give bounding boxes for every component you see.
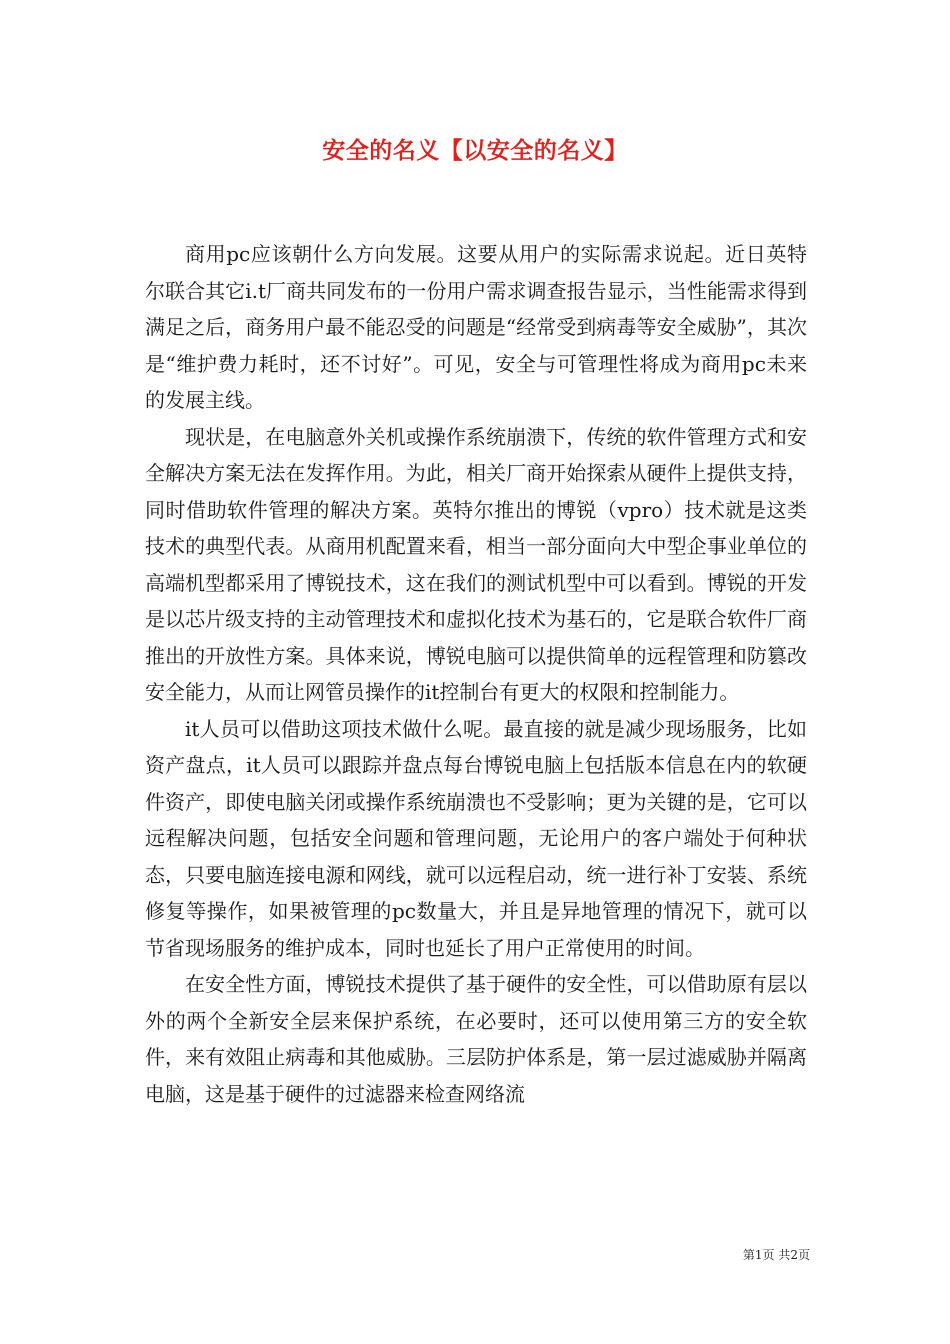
page-number: 第1页 共2页 — [742, 1248, 810, 1262]
paragraph-1: 商用pc应该朝什么方向发展。这要从用户的实际需求说起。近日英特尔联合其它i.t厂商共同发布的一份用户需求调查报告显示，当性能需求得到满足之后，商务用户最不能忍受的问题是“经常受到病毒等安全威胁”，其次是“维护费力耗时，还不讨好”。可见，安全与可管理性将成为商用pc未来的发展主线。 — [145, 242, 807, 412]
document-body — [145, 236, 807, 1112]
paragraph-3: it人员可以借助这项技术做什么呢。最直接的就是减少现场服务，比如资产盘点，it人员可以跟踪并盘点每台博锐电脑上包括版本信息在内的软硬件资产，即使电脑关闭或操作系统崩溃也不受影响；更为关键的是，它可以远程解决问题，包括安全问题和管理问题，无论用户的客户端处于何种状态，只要电脑连接电源和网线，就可以远程启动，统一进行补丁安装、系统修复等操作，如果被管理的pc数量大，并且是异地管理的情况下，就可以节省现场服务的维护成本，同时也延长了用户正常使用的时间。 — [145, 716, 807, 960]
page-title: 安全的名义【以安全的名义】 — [322, 137, 628, 164]
paragraph-2: 现状是，在电脑意外关机或操作系统崩溃下，传统的软件管理方式和安全解决方案无法在发挥作用。为此，相关厂商开始探索从硬件上提供支持，同时借助软件管理的解决方案。英特尔推出的博锐（vpro）技术就是这类技术的典型代表。从商用机配置来看，相当一部分面向大中型企事业单位的高端机型都采用了博锐技术，这在我们的测试机型中可以看到。博锐的开发是以芯片级支持的主动管理技术和虚拟化技术为基石的，它是联合软件厂商推出的开放性方案。具体来说，博锐电脑可以提供简单的远程管理和防篡改安全能力，从而让网管员操作的it控制台有更大的权限和控制能力。 — [145, 424, 807, 704]
paragraph-4: 在安全性方面，博锐技术提供了基于硬件的安全性，可以借助原有层以外的两个全新安全层来保护系统，在必要时，还可以使用第三方的安全软件，来有效阻止病毒和其他威胁。三层防护体系是，第一层过滤威胁并隔离电脑，这是基于硬件的过滤器来检查网络流 — [145, 972, 807, 1106]
